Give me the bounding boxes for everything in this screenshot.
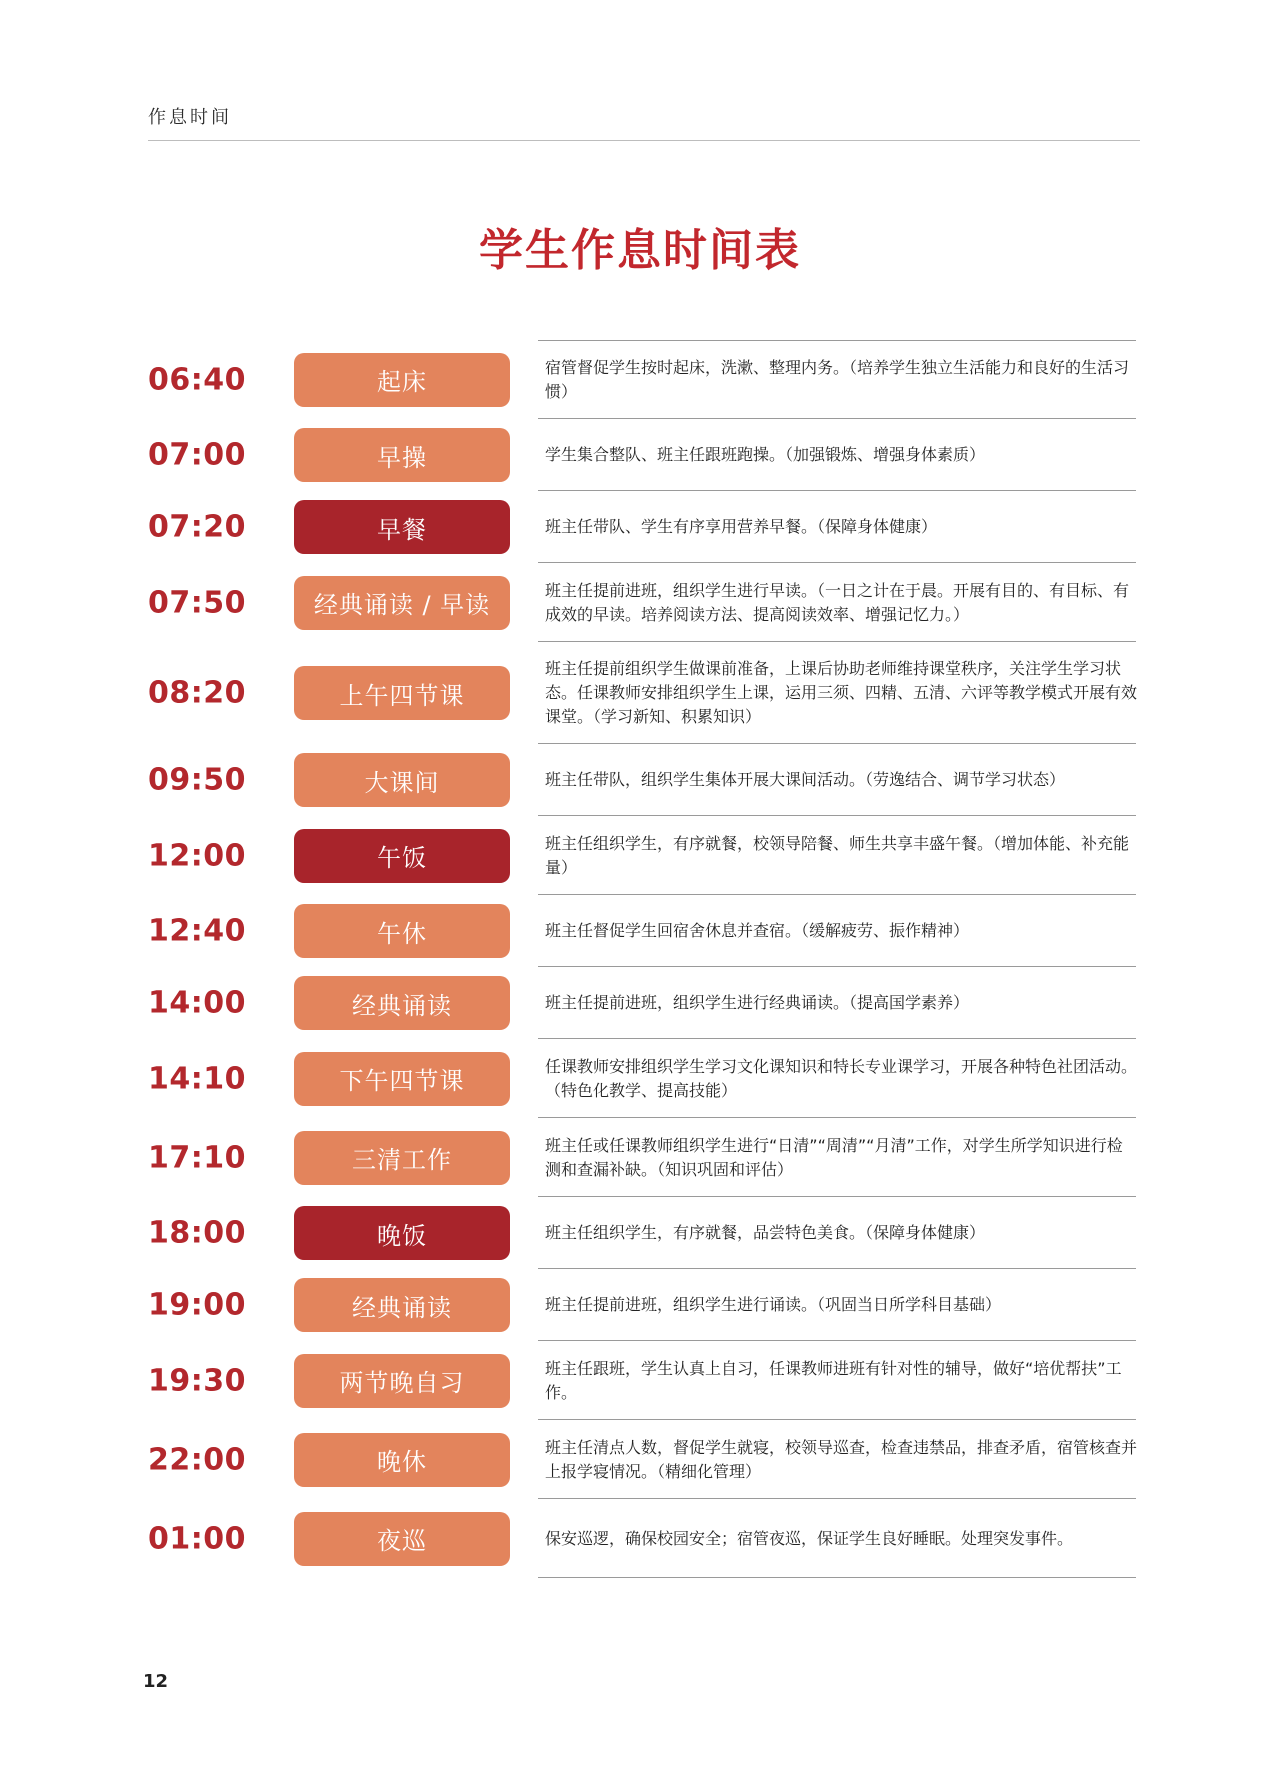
activity-badge: 早操 xyxy=(294,428,510,482)
activity-description: 班主任带队，组织学生集体开展大课间活动。（劳逸结合、调节学习状态） xyxy=(545,770,1066,789)
activity-badge: 起床 xyxy=(294,353,510,407)
activity-description: 任课教师安排组织学生学习文化课知识和特长专业课学习，开展各种特色社团活动。（特色化教学、提高技能） xyxy=(545,1056,1138,1100)
activity-badge: 三清工作 xyxy=(294,1131,510,1185)
activity-badge: 午饭 xyxy=(294,829,510,883)
activity-description: 班主任或任课教师组织学生进行“日清”“周清”“月清”工作，对学生所学知识进行检测和查漏补缺。（知识巩固和评估） xyxy=(545,1135,1123,1179)
activity-description: 班主任组织学生，有序就餐，校领导陪餐、师生共享丰盛午餐。（增加体能、补充能量） xyxy=(545,833,1130,877)
activity-badge: 夜巡 xyxy=(294,1512,510,1566)
schedule-row xyxy=(0,967,1280,1039)
activity-badge: 晚饭 xyxy=(294,1206,510,1260)
activity-description: 班主任提前组织学生做课前准备，上课后协助老师维持课堂秩序，关注学生学习状态。任课教师安排组织学生上课，运用三须、四精、五清、六评等教学模式开展有效课堂。（学习新知、积累知识） xyxy=(545,659,1138,726)
schedule-time: 14:00 xyxy=(148,985,246,1021)
activity-badge: 经典诵读 xyxy=(294,976,510,1030)
page-number: 12 xyxy=(143,1671,169,1692)
schedule-time: 19:00 xyxy=(148,1287,246,1323)
schedule-time: 17:10 xyxy=(148,1140,246,1175)
schedule-time: 07:20 xyxy=(148,509,246,545)
activity-badge: 早餐 xyxy=(294,500,510,554)
activity-badge: 经典诵读 xyxy=(294,1278,510,1332)
schedule-time: 12:40 xyxy=(148,913,246,949)
schedule-time: 07:50 xyxy=(148,585,246,620)
activity-description: 保安巡逻，确保校园安全；宿管夜巡，保证学生良好睡眠。处理突发事件。 xyxy=(545,1528,1074,1548)
schedule-row xyxy=(0,1039,1280,1118)
schedule-row xyxy=(0,1118,1280,1197)
header-divider xyxy=(148,140,1140,141)
schedule-row xyxy=(0,1269,1280,1341)
schedule-row xyxy=(0,1499,1280,1578)
activity-badge: 两节晚自习 xyxy=(294,1354,510,1408)
schedule-row xyxy=(0,563,1280,642)
schedule-row xyxy=(0,642,1280,744)
schedule-row xyxy=(0,1197,1280,1269)
activity-badge: 午休 xyxy=(294,904,510,958)
schedule-time: 12:00 xyxy=(148,838,246,873)
schedule-time: 06:40 xyxy=(148,362,246,397)
activity-description: 班主任带队、学生有序享用营养早餐。（保障身体健康） xyxy=(545,517,938,536)
schedule-row xyxy=(0,744,1280,816)
schedule-time: 18:00 xyxy=(148,1215,246,1251)
schedule-time: 22:00 xyxy=(148,1442,246,1477)
activity-description: 班主任提前进班，组织学生进行诵读。（巩固当日所学科目基础） xyxy=(545,1295,1002,1314)
activity-badge: 经典诵读 / 早读 xyxy=(294,576,510,630)
schedule-row xyxy=(0,1420,1280,1499)
schedule-list xyxy=(0,340,1280,1578)
activity-description: 班主任清点人数，督促学生就寝，校领导巡查，检查违禁品，排查矛盾，宿管核查并上报学寝情况。（精细化管理） xyxy=(545,1437,1138,1481)
row-divider xyxy=(538,1577,1136,1578)
activity-description: 宿管督促学生按时起床，洗漱、整理内务。（培养学生独立生活能力和良好的生活习惯） xyxy=(545,357,1130,401)
schedule-row xyxy=(0,340,1280,419)
activity-description: 班主任跟班，学生认真上自习，任课教师进班有针对性的辅导，做好“培优帮扶”工作。 xyxy=(545,1358,1122,1402)
activity-badge: 下午四节课 xyxy=(294,1052,510,1106)
activity-description: 班主任督促学生回宿舍休息并查宿。（缓解疲劳、振作精神） xyxy=(545,921,970,940)
schedule-row xyxy=(0,1341,1280,1420)
schedule-time: 07:00 xyxy=(148,437,246,473)
activity-description: 学生集合整队、班主任跟班跑操。（加强锻炼、增强身体素质） xyxy=(545,445,986,464)
schedule-row xyxy=(0,895,1280,967)
schedule-time: 08:20 xyxy=(148,675,246,711)
section-label: 作息时间 xyxy=(148,107,232,128)
schedule-row xyxy=(0,816,1280,895)
activity-description: 班主任提前进班，组织学生进行经典诵读。（提高国学素养） xyxy=(545,993,970,1012)
schedule-row xyxy=(0,419,1280,491)
schedule-time: 14:10 xyxy=(148,1061,246,1096)
schedule-time: 01:00 xyxy=(148,1521,246,1556)
activity-badge: 晚休 xyxy=(294,1433,510,1487)
activity-description: 班主任提前进班，组织学生进行早读。（一日之计在于晨。开展有目的、有目标、有成效的早读。培养阅读方法、提高阅读效率、增强记忆力。） xyxy=(545,580,1130,624)
activity-description: 班主任组织学生，有序就餐，品尝特色美食。（保障身体健康） xyxy=(545,1223,986,1242)
activity-badge: 大课间 xyxy=(294,753,510,807)
schedule-time: 19:30 xyxy=(148,1363,246,1398)
activity-badge: 上午四节课 xyxy=(294,666,510,720)
schedule-time: 09:50 xyxy=(148,762,246,798)
page-title: 学生作息时间表 xyxy=(479,225,801,276)
schedule-row xyxy=(0,491,1280,563)
